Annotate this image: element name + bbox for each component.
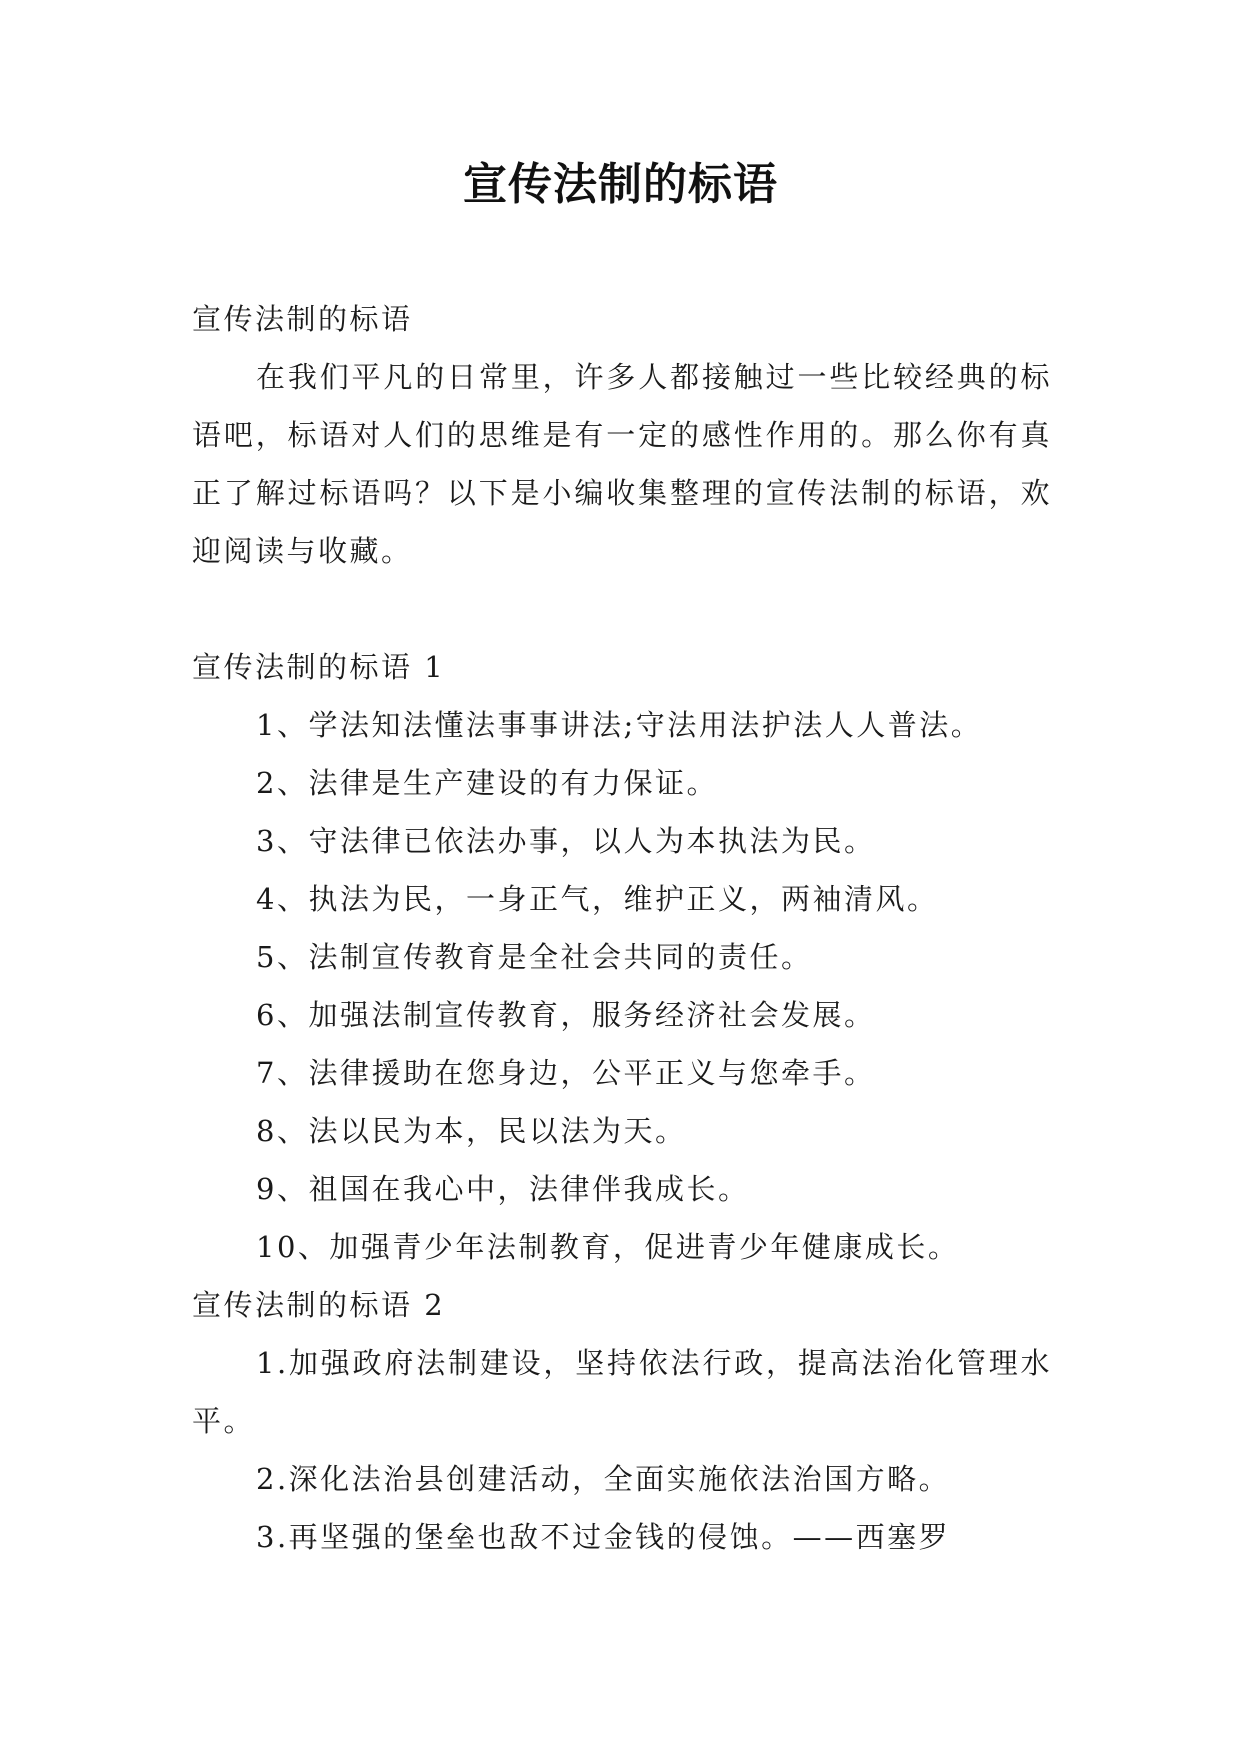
spacer [192, 580, 1052, 638]
slogan-item: 8、法以民为本，民以法为天。 [256, 1114, 687, 1148]
slogan-item: 9、祖国在我心中，法律伴我成长。 [256, 1172, 750, 1206]
slogan-item: 1、学法知法懂法事事讲法;守法用法护法人人普法。 [256, 708, 983, 742]
document-body [192, 290, 1052, 1566]
section-heading-1: 宣传法制的标语 1 [192, 650, 446, 684]
slogan-item: 7、法律援助在您身边，公平正义与您牵手。 [256, 1056, 876, 1090]
slogan-item: 5、法制宣传教育是全社会共同的责任。 [256, 940, 813, 974]
section-heading-2: 宣传法制的标语 2 [192, 1288, 446, 1322]
slogan-item: 1.加强政府法制建设，坚持依法行政，提高法治化管理水平。 [192, 1346, 1052, 1438]
slogan-item: 2、法律是生产建设的有力保证。 [256, 766, 718, 800]
slogan-item: 3.再坚强的堡垒也敌不过金钱的侵蚀。——西塞罗 [256, 1520, 951, 1554]
slogan-item: 2.深化法治县创建活动，全面实施依法治国方略。 [256, 1462, 951, 1496]
slogan-item: 4、执法为民，一身正气，维护正义，两袖清风。 [256, 882, 939, 916]
intro-paragraph: 在我们平凡的日常里，许多人都接触过一些比较经典的标语吧，标语对人们的思维是有一定的感性作用的。那么你有真正了解过标语吗？以下是小编收集整理的宣传法制的标语，欢迎阅读与收藏。 [192, 360, 1052, 568]
slogan-item: 6、加强法制宣传教育，服务经济社会发展。 [256, 998, 876, 1032]
document-title: 宣传法制的标语 [463, 159, 778, 210]
slogan-item: 10、加强青少年法制教育，促进青少年健康成长。 [256, 1230, 960, 1264]
slogan-item: 3、守法律已依法办事，以人为本执法为民。 [256, 824, 876, 858]
subtitle: 宣传法制的标语 [192, 302, 413, 336]
